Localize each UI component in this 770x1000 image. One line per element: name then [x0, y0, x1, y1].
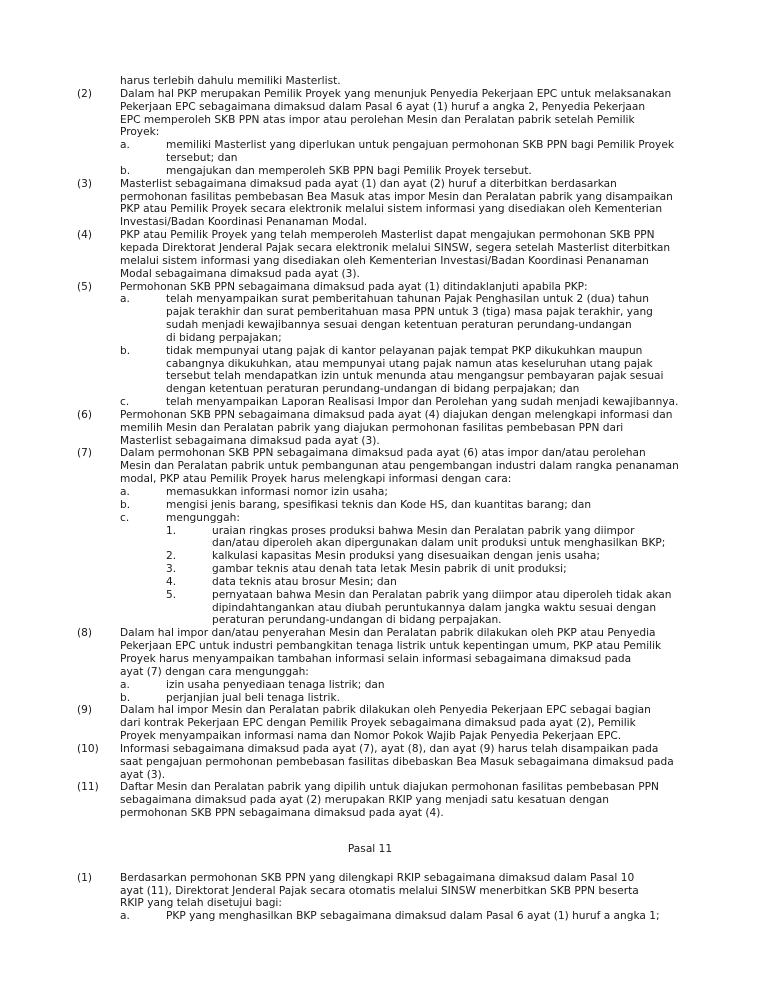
item-text	[166, 345, 770, 396]
item-marker: 2.	[166, 550, 177, 563]
text-line: dipindahtangankan atau diubah peruntukannya dalam jangka waktu sesuai dengan	[212, 601, 657, 614]
text-line: ayat (11), Direktorat Jenderal Pajak secara otomatis melalui SINSW menerbitkan SKB PPN beserta	[120, 884, 639, 897]
item-text	[166, 499, 770, 512]
text-line: peraturan perundang-undangan di bidang perpajakan.	[212, 614, 502, 627]
text-line: cabangnya dikukuhkan, atau mempunyai utang pajak namun atas keseluruhan utang pajak	[166, 357, 653, 370]
text-line: Permohonan SKB PPN sebagaimana dimaksud pada ayat (1) ditindaklanjuti apabila PKP:	[120, 280, 588, 293]
item-marker: a.	[120, 486, 130, 498]
text-line: kepada Direktorat Jenderal Pajak secara elektronik melalui SINSW, segera setelah Masterlist diterbitkan	[120, 241, 671, 254]
item-marker: 5.	[166, 588, 177, 601]
text-line: melalui sistem informasi yang disediakan oleh Kementerian Investasi/Badan Koordinasi Penanaman	[120, 254, 649, 267]
item-marker: b.	[120, 164, 131, 177]
item-marker: b.	[120, 344, 131, 357]
text-line: tersebut telah mendapatkan izin untuk menunda atau mengangsur pembayaran pajak sesuai	[166, 370, 664, 383]
text-line: Masterlist sebagaimana dimaksud pada ayat (1) dan ayat (2) huruf a diterbitkan berdasarkan	[120, 177, 617, 190]
ayat-paragraph	[0, 409, 770, 448]
text-line: mengisi jenis barang, spesifikasi teknis dan Kode HS, dan kuantitas barang; dan	[166, 498, 592, 511]
letter-item	[0, 692, 770, 705]
text-line: data teknis atau brosur Mesin; dan	[212, 575, 397, 588]
ayat-paragraph	[0, 627, 770, 678]
text-line: dan/atau diperoleh akan dipergunakan dalam unit produksi untuk menghasilkan BKP;	[212, 537, 666, 550]
text-line: kalkulasi kapasitas Mesin produksi yang disesuaikan dengan jenis usaha;	[212, 550, 600, 563]
numbered-item	[0, 563, 770, 576]
pasal-10-continued	[0, 75, 770, 820]
continued-text	[0, 75, 770, 88]
item-marker: (4)	[77, 229, 93, 242]
numbered-item	[0, 525, 770, 551]
item-marker: c.	[120, 396, 130, 409]
text-line: ayat (7) dengan cara mengunggah:	[120, 665, 309, 678]
item-marker: 3.	[166, 563, 177, 576]
item-text	[120, 447, 770, 486]
numbered-item	[0, 576, 770, 589]
item-text	[212, 589, 770, 628]
text-line: di bidang perpajakan;	[166, 331, 282, 344]
text-line: memasukkan informasi nomor izin usaha;	[166, 486, 388, 498]
text-line: Proyek menyampaikan informasi nama dan Nomor Pokok Wajib Pajak Penyedia Pekerjaan EPC.	[120, 730, 622, 743]
letter-item	[0, 512, 770, 525]
item-marker: 1.	[166, 524, 177, 537]
item-text	[212, 576, 770, 589]
item-text	[166, 486, 770, 499]
text-line: Dalam permohonan SKB PPN sebagaimana dimaksud pada ayat (6) atas impor dan/atau perolehan	[120, 447, 646, 460]
item-marker: a.	[120, 139, 130, 152]
ayat-paragraph	[0, 872, 770, 911]
letter-item	[0, 679, 770, 692]
letter-item	[0, 139, 770, 165]
text-line: dari kontrak Pekerjaan EPC dengan Pemilik Proyek sebagaimana dimaksud pada ayat (2), Pemilik	[120, 717, 636, 730]
ayat-paragraph	[0, 229, 770, 280]
text-line: Investasi/Badan Koordinasi Penanaman Modal.	[120, 216, 368, 229]
item-marker: a.	[120, 910, 130, 923]
text-line: PKP yang menghasilkan BKP sebagaimana dimaksud dalam Pasal 6 ayat (1) huruf a angka 1;	[166, 910, 660, 923]
text-line: Dalam hal impor dan/atau penyerahan Mesin dan Peralatan pabrik dilakukan oleh PKP atau Penyedia	[120, 627, 656, 640]
ayat-paragraph	[0, 178, 770, 229]
text-line: Masterlist sebagaimana dimaksud pada ayat (3).	[120, 434, 380, 447]
item-text	[212, 550, 770, 563]
text-line: gambar teknis atau denah tata letak Mesin pabrik di unit produksi;	[212, 563, 567, 576]
item-marker: (5)	[77, 280, 93, 293]
item-text	[120, 743, 770, 782]
text-line: pajak terakhir dan surat pemberitahuan masa PPN untuk 3 (tiga) masa pajak terakhir, yang	[166, 306, 653, 319]
item-text	[120, 409, 770, 448]
numbered-item	[0, 589, 770, 628]
item-text	[166, 165, 770, 178]
ayat-paragraph	[0, 781, 770, 820]
text-line: Proyek harus menyampaikan tambahan informasi selain informasi sebagaimana dimaksud pada	[120, 652, 632, 665]
text-line: tersebut; dan	[166, 152, 238, 165]
item-marker: (2)	[77, 87, 93, 100]
text-line: Dalam hal impor Mesin dan Peralatan pabrik dilakukan oleh Penyedia Pekerjaan EPC sebagai bagian	[120, 704, 651, 717]
text-line: RKIP yang telah disetujui bagi:	[120, 897, 282, 910]
text-line: sebagaimana dimaksud pada ayat (2) merupakan RKIP yang menjadi satu kesatuan dengan	[120, 794, 609, 807]
text-line: EPC memperoleh SKB PPN atas impor atau perolehan Mesin dan Peralatan pabrik setelah Pemilik	[120, 113, 635, 126]
text-line: uraian ringkas proses produksi bahwa Mesin dan Peralatan pabrik yang diimpor	[212, 524, 635, 537]
letter-item	[0, 486, 770, 499]
pasal-11-heading: Pasal 11	[347, 842, 393, 855]
item-text	[120, 88, 770, 139]
text-line: Permohonan SKB PPN sebagaimana dimaksud pada ayat (4) diajukan dengan melengkapi informasi dan	[120, 408, 673, 421]
item-marker: b.	[120, 498, 131, 511]
item-marker: a.	[120, 293, 130, 306]
text-line: Dalam hal PKP merupakan Pemilik Proyek yang menunjuk Penyedia Pekerjaan EPC untuk melaksanakan	[120, 87, 672, 100]
text-line: PKP atau Pemilik Proyek yang telah memperoleh Masterlist dapat mengajukan permohonan SKB PPN	[120, 229, 655, 242]
item-text	[120, 281, 770, 294]
text-line: saat pengajuan permohonan pembebasan fasilitas dibebaskan Bea Masuk sebagaimana dimaksud pada	[120, 755, 674, 768]
letter-item	[0, 499, 770, 512]
item-text	[120, 704, 770, 743]
pasal-11-body	[0, 872, 770, 923]
item-marker: a.	[120, 678, 130, 691]
item-text	[120, 627, 770, 678]
text-line: Pekerjaan EPC sebagaimana dimaksud dalam Pasal 6 ayat (1) huruf a angka 2, Penyedia Pekerjaan	[120, 100, 646, 113]
item-text	[166, 692, 770, 705]
text-line: modal, PKP atau Pemilik Proyek harus melengkapi informasi dengan cara:	[120, 473, 512, 486]
item-text	[120, 781, 770, 820]
ayat-paragraph	[0, 743, 770, 782]
item-marker: (9)	[77, 704, 93, 717]
text-line: permohonan fasilitas pembebasan Bea Masuk atas impor Mesin dan Peralatan pabrik yang disampaikan	[120, 190, 673, 203]
ayat-paragraph	[0, 281, 770, 294]
text-line: memiliki Masterlist yang diperlukan untuk pengajuan permohonan SKB PPN bagi Pemilik Proyek	[166, 139, 674, 152]
text-line: mengajukan dan memperoleh SKB PPN bagi Pemilik Proyek tersebut.	[166, 164, 532, 177]
numbered-item	[0, 550, 770, 563]
letter-item	[0, 345, 770, 396]
text-line: Mesin dan Peralatan pabrik untuk pembangunan atau pengembangan industri dalam rangka penanaman	[120, 460, 679, 473]
item-text	[120, 229, 770, 280]
text-line: Informasi sebagaimana dimaksud pada ayat (7), ayat (8), dan ayat (9) harus telah disampaikan pada	[120, 742, 659, 755]
letter-item	[0, 293, 770, 344]
item-marker: (1)	[77, 871, 93, 884]
text-line: dengan ketentuan peraturan perundang-undangan di bidang perpajakan; dan	[166, 383, 580, 396]
ayat-paragraph	[0, 447, 770, 486]
item-text	[166, 679, 770, 692]
ayat-paragraph	[0, 704, 770, 743]
item-marker: (11)	[77, 781, 99, 794]
item-marker: (6)	[77, 408, 93, 421]
text-line: harus terlebih dahulu memiliki Masterlist.	[120, 75, 341, 87]
item-text	[120, 75, 770, 88]
item-marker: b.	[120, 691, 131, 704]
text-line: Daftar Mesin dan Peralatan pabrik yang dipilih untuk diajukan permohonan fasilitas pembebasan PPN	[120, 781, 659, 794]
text-line: telah menyampaikan Laporan Realisasi Impor dan Perolehan yang sudah menjadi kewajibannya.	[166, 396, 679, 409]
text-line: Modal sebagaimana dimaksud pada ayat (3).	[120, 267, 360, 280]
text-line: Proyek:	[120, 126, 160, 139]
item-text	[166, 910, 770, 923]
text-line: permohonan SKB PPN sebagaimana dimaksud pada ayat (4).	[120, 807, 444, 820]
item-text	[212, 525, 770, 551]
item-marker: (3)	[77, 177, 93, 190]
item-text	[120, 872, 770, 911]
item-text	[166, 293, 770, 344]
item-marker: c.	[120, 511, 130, 524]
item-text	[120, 178, 770, 229]
item-marker: (10)	[77, 742, 99, 755]
text-line: Berdasarkan permohonan SKB PPN yang dilengkapi RKIP sebagaimana dimaksud dalam Pasal 10	[120, 871, 635, 884]
item-text	[166, 512, 770, 525]
text-line: ayat (3).	[120, 768, 166, 781]
text-line: mengunggah:	[166, 511, 240, 524]
item-text	[212, 563, 770, 576]
item-marker: (8)	[77, 627, 93, 640]
item-text	[166, 139, 770, 165]
item-marker: 4.	[166, 575, 177, 588]
item-marker: (7)	[77, 447, 93, 460]
text-line: pernyataan bahwa Mesin dan Peralatan pabrik yang diimpor atau diperoleh tidak akan	[212, 588, 672, 601]
text-line: telah menyampaikan surat pemberitahuan tahunan Pajak Penghasilan untuk 2 (dua) tahun	[166, 293, 649, 306]
ayat-paragraph	[0, 88, 770, 139]
text-line: izin usaha penyediaan tenaga listrik; dan	[166, 678, 385, 691]
letter-item	[0, 396, 770, 409]
letter-item	[0, 910, 770, 923]
text-line: perjanjian jual beli tenaga listrik.	[166, 691, 340, 704]
text-line: Pekerjaan EPC untuk industri pembangkitan tenaga listrik untuk kepentingan umum, PKP atau Pemilik	[120, 640, 662, 653]
document-page	[0, 75, 770, 923]
text-line: memilih Mesin dan Peralatan pabrik yang diajukan permohonan fasilitas pembebasan PPN dari	[120, 421, 624, 434]
item-text	[166, 396, 770, 409]
letter-item	[0, 165, 770, 178]
text-line: sudah menjadi kewajibannya sesuai dengan ketentuan peraturan perundang-undangan	[166, 319, 632, 332]
text-line: tidak mempunyai utang pajak di kantor pelayanan pajak tempat PKP dikukuhkan maupun	[166, 344, 643, 357]
text-line: PKP atau Pemilik Proyek secara elektronik melalui sistem informasi yang disediakan oleh Kementerian	[120, 203, 663, 216]
